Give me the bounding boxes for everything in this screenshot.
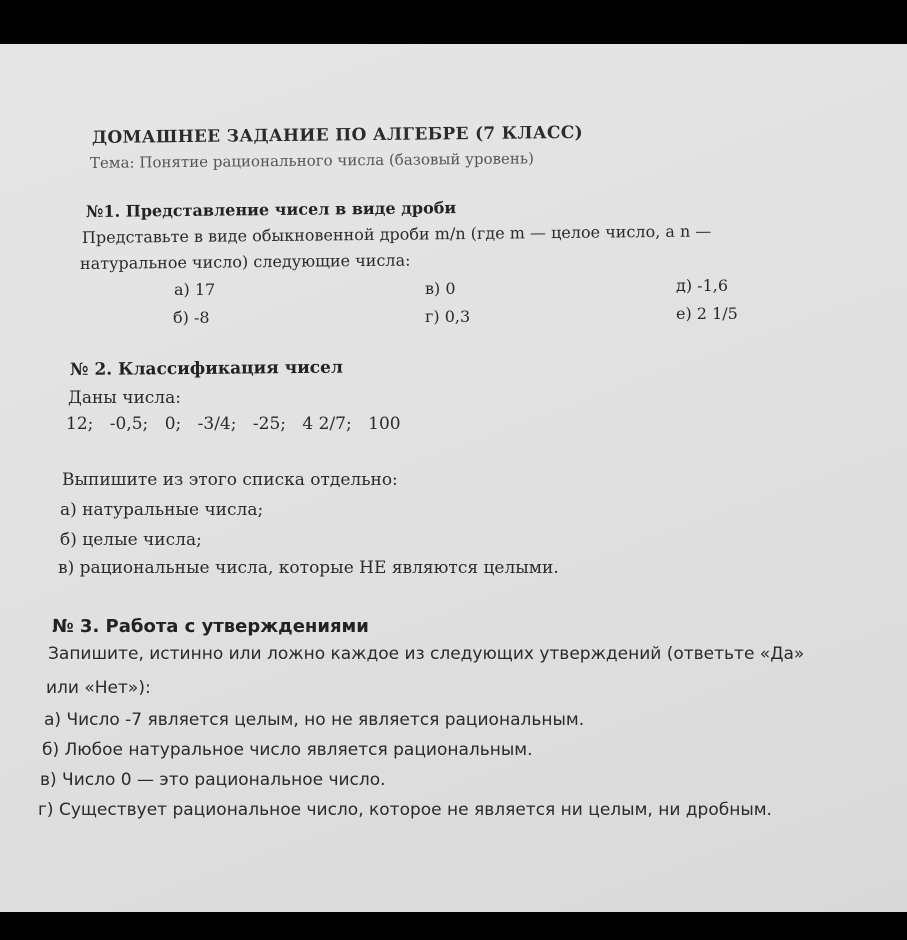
task1-heading: №1. Представление чисел в виде дроби — [85, 198, 457, 221]
task3-item-b: б) Любое натуральное число является рациональным. — [42, 740, 533, 760]
task2-item-b: б) целые числа; — [60, 530, 202, 550]
number-item: 0; — [164, 414, 182, 434]
task3-text-line2: или «Нет»): — [46, 678, 151, 698]
number-item: 12; — [66, 414, 94, 434]
task2-instruction: Выпишите из этого списка отдельно: — [62, 470, 398, 490]
task1-item-g: г) 0,3 — [425, 307, 471, 326]
number-item: 100 — [368, 414, 401, 434]
task1-text-line1: Представьте в виде обыкновенной дроби m/n (где m — целое число, а n — — [81, 221, 712, 247]
number-item: -25; — [252, 414, 286, 434]
number-item: -0,5; — [109, 414, 149, 434]
task2-item-a: а) натуральные числа; — [60, 500, 264, 520]
task2-item-v: в) рациональные числа, которые НЕ являются целыми. — [58, 558, 559, 578]
task1-item-a: а) 17 — [174, 280, 216, 299]
task3-text-line1: Запишите, истинно или ложно каждое из следующих утверждений (ответьте «Да» — [48, 644, 805, 664]
document-subtitle: Тема: Понятие рационального числа (базовый уровень) — [89, 149, 534, 172]
task2-given: Даны числа: — [68, 388, 181, 408]
task2-number-list — [66, 414, 412, 434]
task1-item-v: в) 0 — [425, 279, 456, 298]
task1-item-d: д) -1,6 — [676, 276, 729, 295]
task1-item-e: е) 2 1/5 — [676, 304, 738, 323]
task3-heading: № 3. Работа с утверждениями — [52, 616, 369, 637]
task3-item-a: а) Число -7 является целым, но не является рациональным. — [44, 710, 585, 730]
task2-heading: № 2. Классификация чисел — [69, 357, 343, 380]
document-title: ДОМАШНЕЕ ЗАДАНИЕ ПО АЛГЕБРЕ (7 КЛАСС) — [91, 122, 584, 148]
task1-item-b: б) -8 — [173, 308, 210, 327]
number-item: 4 2/7; — [302, 414, 352, 434]
task1-text-line2: натуральное число) следующие числа: — [79, 250, 411, 273]
number-item: -3/4; — [197, 414, 237, 434]
paper-sheet — [0, 44, 907, 912]
task3-item-g: г) Существует рациональное число, которое не является ни целым, ни дробным. — [38, 800, 772, 820]
task3-item-v: в) Число 0 — это рациональное число. — [40, 770, 386, 790]
